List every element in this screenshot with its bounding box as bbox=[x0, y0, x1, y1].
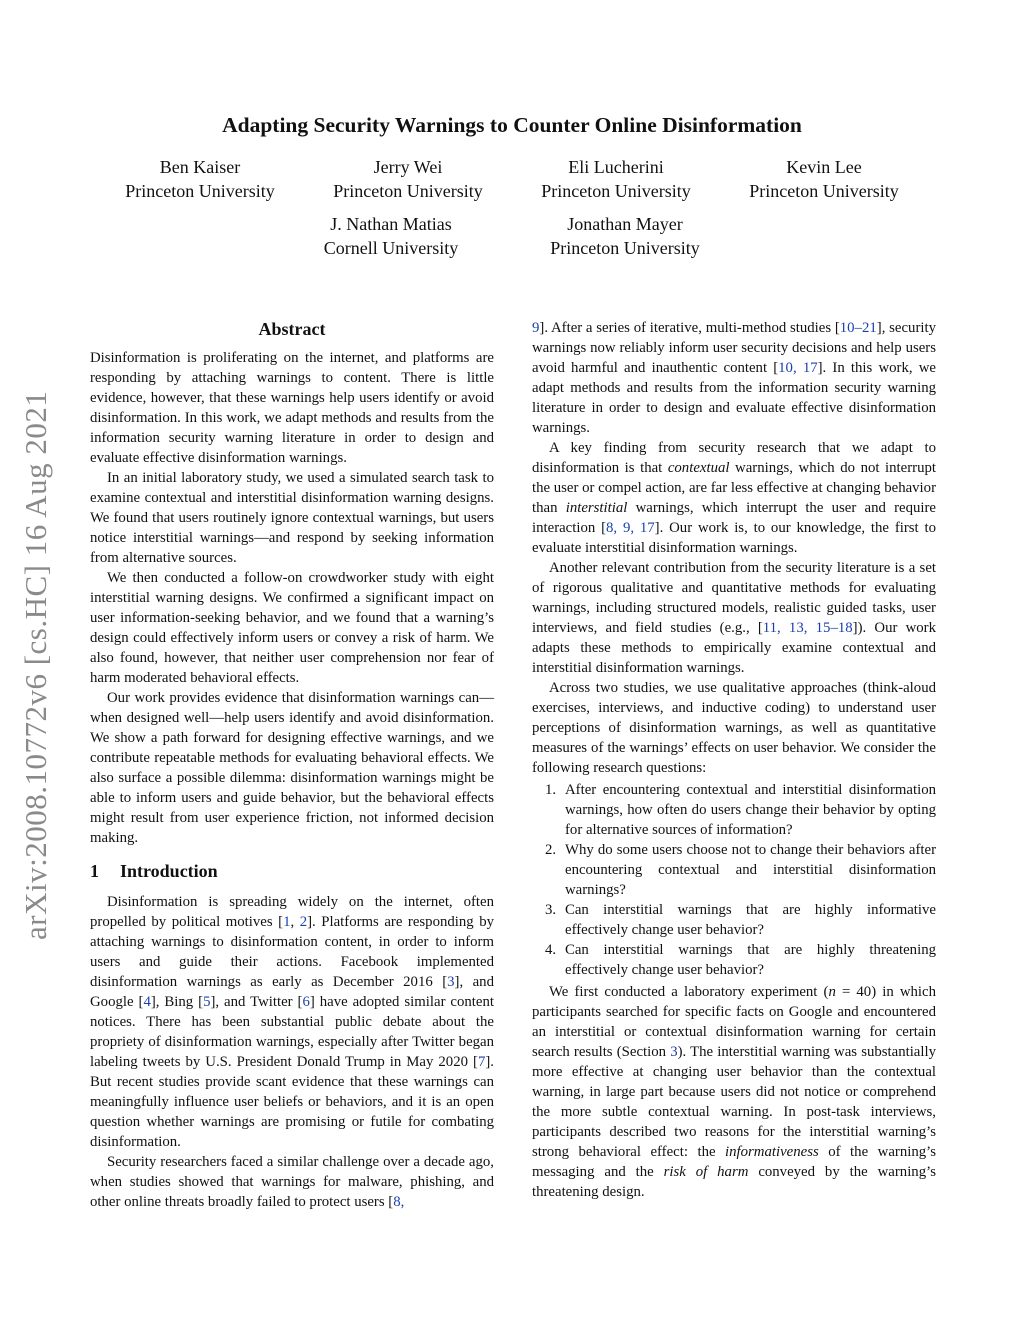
author-block bbox=[719, 155, 929, 203]
citation-link[interactable]: 10, 17 bbox=[778, 360, 818, 376]
citation-link[interactable]: 9 bbox=[532, 320, 540, 336]
citation-link[interactable]: 2 bbox=[299, 914, 308, 930]
arxiv-identifier: arXiv:2008.10772v6 [cs.HC] 16 Aug 2021 bbox=[18, 390, 53, 940]
citation-link[interactable]: 4 bbox=[143, 994, 151, 1010]
list-item: 1. After encountering contextual and interstitial disinformation warnings, how often do users change their behavior by opting for alternative sources of information? bbox=[545, 782, 936, 838]
author-block bbox=[286, 212, 496, 260]
section-heading bbox=[90, 860, 494, 882]
author-affiliation: Princeton University bbox=[550, 238, 700, 258]
research-questions-list bbox=[532, 780, 936, 980]
author-name: Jonathan Mayer bbox=[567, 214, 683, 234]
citation-link[interactable]: 11, 13, bbox=[762, 620, 808, 636]
citation-link[interactable]: 8, bbox=[393, 1194, 405, 1210]
citation-link[interactable]: 7 bbox=[477, 1054, 486, 1070]
list-item: 4. Can interstitial warnings that are highly threatening effectively change user behavior? bbox=[545, 942, 936, 978]
section-link[interactable]: 3 bbox=[670, 1044, 678, 1060]
body-paragraph: A key finding from security research that we adapt to disinformation is that contextual warnings, which do not interrupt the user or compel action, are far less effective at changing behavior than interstitial warnings, which interrupt the user and require interaction [8, 9, 17]. Our work is, to our knowledge, the first to evaluate interstitial disinformation warnings. bbox=[532, 440, 936, 556]
citation-link[interactable]: 15–18 bbox=[815, 620, 853, 636]
author-affiliation: Princeton University bbox=[749, 181, 899, 201]
author-block bbox=[511, 155, 721, 203]
abstract-paragraph: Disinformation is proliferating on the internet, and platforms are responding by attaching warnings to content. There is little evidence, however, that these warnings help users identify or avoid disinformation. In this work, we adapt methods and results from the information security warning literature in order to design and evaluate effective disinformation warnings. bbox=[90, 350, 494, 466]
left-column bbox=[90, 318, 494, 1212]
author-name: Ben Kaiser bbox=[159, 157, 241, 177]
author-affiliation: Princeton University bbox=[333, 181, 483, 201]
abstract-paragraph: We then conducted a follow-on crowdworker study with eight interstitial warning designs. We confirmed a significant impact on user information-seeking behavior, and we found that a warning’s design could effectively inform users or convey a risk of harm. We also found, however, that neither user comprehension nor fear of harm moderated behavioral effects. bbox=[90, 570, 494, 686]
citation-link[interactable]: 5 bbox=[203, 994, 211, 1010]
citation-link[interactable]: 10–21 bbox=[839, 320, 877, 336]
body-paragraph: 9]. After a series of iterative, multi-method studies [10–21], security warnings now reliably inform user security decisions and help users avoid harmful and inauthentic content [10, 17]. In this work, we adapt methods and results from the information security warning literature in order to design and evaluate effective disinformation warnings. bbox=[532, 320, 936, 436]
body-paragraph: We first conducted a laboratory experiment (n = 40) in which participants searched for specific facts on Google and encountered an interstitial or contextual disinformation warning for certain search results (Section 3). The interstitial warning was substantially more effective at changing user behavior than the contextual warning, in large part because users did not notice or comprehend the more subtle contextual warning. In post-task interviews, participants described two reasons for the interstitial warning’s strong behavioral effect: the informativeness of the warning’s messaging and the risk of harm conveyed by the warning’s threatening design. bbox=[532, 984, 936, 1200]
abstract-paragraph: In an initial laboratory study, we used a simulated search task to examine contextual and interstitial disinformation warning designs. We found that users routinely ignore contextual warnings, but users notice interstitial warnings—and respond by seeking information from alternative sources. bbox=[90, 470, 494, 566]
author-name: Kevin Lee bbox=[786, 157, 862, 177]
body-paragraph: Disinformation is spreading widely on the internet, often propelled by political motives [1, 2]. Platforms are responding by attaching warnings to disinformation content, in order to inform users and guide their actions. Facebook implemented disinformation warnings as early as December 2016 [3], and Google [4], Bing [5], and Twitter [6] have adopted similar content notices. There has been substantial public debate about the propriety of disinformation warnings, especially after Twitter began labeling tweets by U.S. President Donald Trump in May 2020 [7]. But recent studies provide scant evidence that these warnings can meaningfully influence user beliefs or behaviors, and it is an open question whether warnings are promising or futile for combating disinformation. bbox=[90, 894, 494, 1150]
body-paragraph: Across two studies, we use qualitative approaches (think-aloud exercises, interviews, and inductive coding) to understand user perceptions of disinformation warnings, as well as quantitative measures of the warnings’ effects on user behavior. We consider the following research questions: bbox=[532, 680, 936, 776]
author-name: J. Nathan Matias bbox=[330, 214, 452, 234]
author-block bbox=[303, 155, 513, 203]
author-name: Eli Lucherini bbox=[568, 157, 664, 177]
paper-title: Adapting Security Warnings to Counter Online Disinformation bbox=[222, 113, 802, 137]
author-affiliation: Princeton University bbox=[541, 181, 691, 201]
citation-link[interactable]: 8, 9, 17 bbox=[606, 520, 655, 536]
body-paragraph: Security researchers faced a similar challenge over a decade ago, when studies showed that warnings for malware, phishing, and other online threats broadly failed to protect users [8, bbox=[90, 1154, 494, 1210]
body-paragraph: Another relevant contribution from the security literature is a set of rigorous qualitative and quantitative methods for evaluating warnings, including structured models, realistic guided tasks, user interviews, and field studies (e.g., [11, 13, 15–18]). Our work adapts these methods to empirically examine contextual and interstitial disinformation warnings. bbox=[532, 560, 936, 676]
section-title-text: Introduction bbox=[120, 861, 218, 881]
author-affiliation: Princeton University bbox=[125, 181, 275, 201]
section-number: 1 bbox=[90, 861, 99, 881]
author-affiliation: Cornell University bbox=[323, 238, 459, 258]
list-item: 2. Why do some users choose not to change their behaviors after encountering contextual and interstitial disinformation warnings? bbox=[545, 842, 936, 898]
citation-link[interactable]: 1 bbox=[283, 914, 291, 930]
abstract-heading: Abstract bbox=[258, 319, 326, 339]
citation-link[interactable]: 6 bbox=[302, 994, 310, 1010]
right-column bbox=[532, 318, 936, 1202]
list-item: 3. Can interstitial warnings that are highly informative effectively change user behavior? bbox=[545, 902, 936, 938]
citation-link[interactable]: 3 bbox=[447, 974, 455, 990]
author-block bbox=[95, 155, 305, 203]
author-block bbox=[520, 212, 730, 260]
author-name: Jerry Wei bbox=[373, 157, 443, 177]
abstract-paragraph: Our work provides evidence that disinformation warnings can—when designed well—help users identify and avoid disinformation. We show a path forward for designing effective warnings, and we contribute repeatable methods for evaluating behavioral effects. We also surface a possible dilemma: disinformation warnings might be able to inform users and guide behavior, but the behavioral effects might result from user experience friction, not informed decision making. bbox=[90, 690, 494, 846]
